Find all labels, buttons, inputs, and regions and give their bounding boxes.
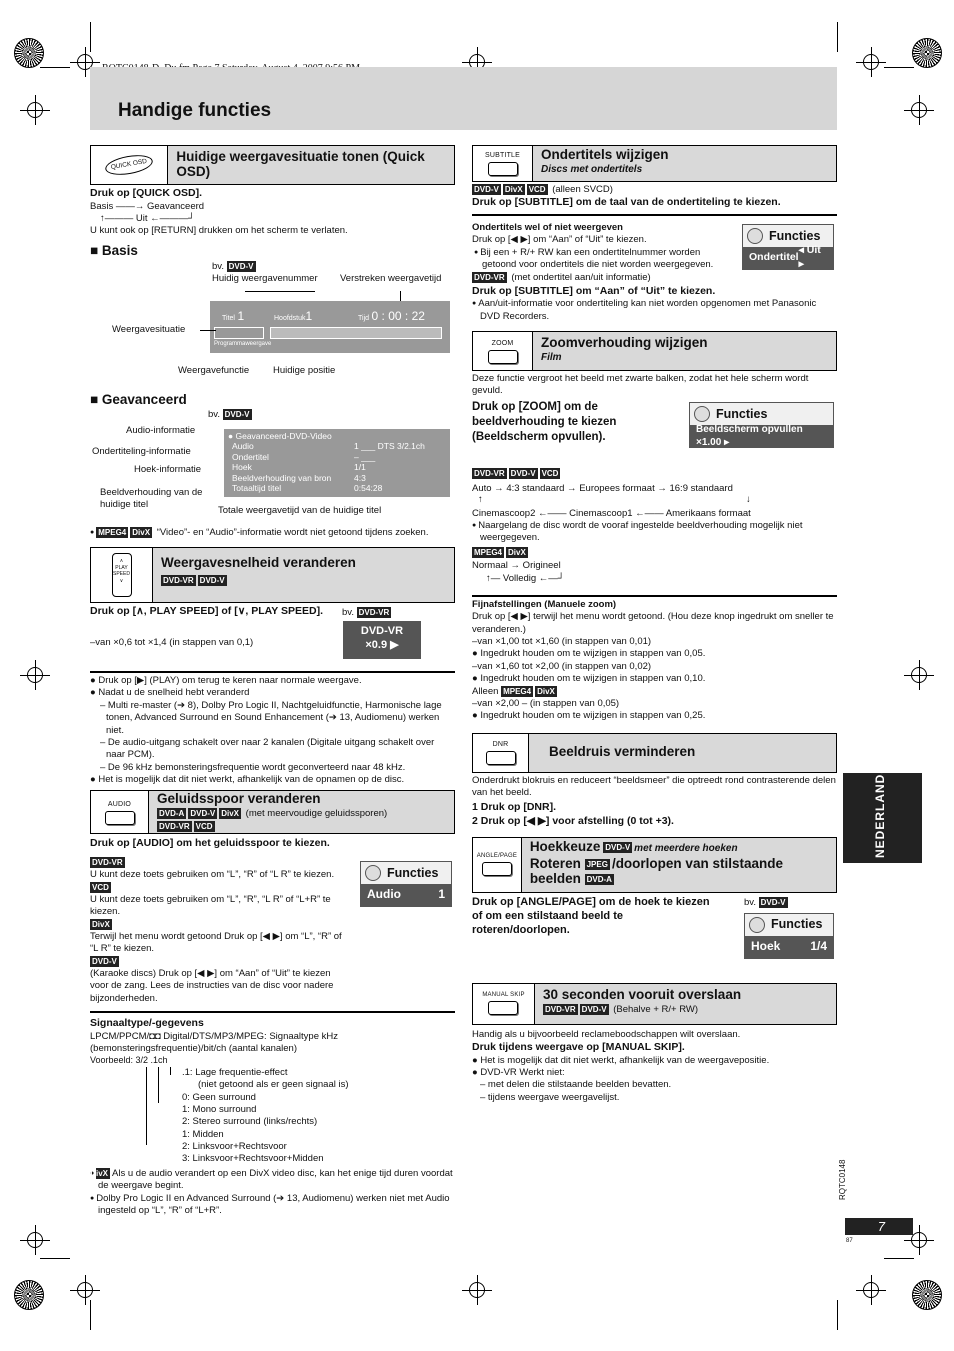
osd-row-value: – ___ — [354, 451, 376, 462]
audio-end-note: ● Dolby Pro Logic II en Advanced Surround (➔ 13, Audiomenu) werken niet met Audio ingesteld op “L”, “R” of “L+R”. — [90, 1193, 455, 1218]
signal-item: 3: Linksvoor+Rechtsvoor+Midden — [182, 1153, 324, 1165]
audio-item-tag: DVD-V — [92, 956, 117, 966]
speed-divider — [90, 671, 455, 673]
tree-line — [170, 1067, 171, 1075]
audio-button-icon: AUDIO — [105, 800, 135, 825]
manual-skip-button-icon: MANUAL SKIP — [482, 992, 524, 1016]
angle-title-line2: Roteren JPEG /doorlopen van stilstaande beelden DVD-A — [529, 856, 783, 886]
audio-item-tag: DivX — [92, 919, 110, 929]
speed-note: ● Druk op [▶] (PLAY) om terug te keren naar normale weergave. — [90, 675, 362, 687]
osd-row-value: 1 ___ DTS 3/2.1ch — [354, 441, 425, 452]
registration-star-bl — [14, 1280, 44, 1310]
speed-note: ● Nadat u de snelheid hebt veranderd — [90, 687, 250, 699]
subtitle-tags: DVD-V DivX VCD (alleen SVCD) — [474, 184, 613, 196]
zoom-flow-arrows: ↑ ↓ — [478, 493, 751, 505]
crop-mark — [884, 1258, 914, 1259]
osd-row-key: Audio — [232, 441, 254, 452]
audio-header: AUDIO Geluidsspoor veranderen DVD-A DVD-V DivX (met meervoudige geluidssporen) DVD-VR VCD — [90, 790, 455, 834]
language-tab: NEDERLANDS — [843, 773, 922, 863]
zoom-flow-c: Normaal → Origineel — [472, 560, 561, 572]
audio-title: Geluidsspoor veranderen — [157, 791, 321, 807]
speed-range: –van ×0,6 tot ×1,4 (in stappen van 0,1) — [90, 637, 254, 649]
subtitle-vr-line: DVD-VR (met ondertitel aan/uit informatie) — [474, 272, 651, 284]
basis-osd-display: Titel 1 Hoofdstuk1 Tijd 0 : 00 : 22 Programmaweergave — [210, 301, 450, 353]
speed-example: bv. DVD-VR — [342, 607, 390, 619]
zoom-fine-lines — [472, 636, 837, 685]
angle-press: Druk op [ANGLE/PAGE] om de hoek te kiezen of om een stilstaand beeld te roteren/doorlopen. — [472, 895, 710, 937]
audio-item — [90, 919, 348, 956]
osd-row-value: 1/1 — [354, 462, 366, 473]
audio-end-note: ● DivX Als u de audio verandert op een DivX video disc, kan het enige tijd duren voordat de weergave begint. — [90, 1168, 455, 1193]
zoom-header — [472, 331, 837, 371]
audio-press: Druk op [AUDIO] om het geluidsspoor te kiezen. — [90, 837, 330, 850]
subtitle-body — [472, 222, 837, 271]
audio-functions-box: Functies Audio 1 — [360, 861, 452, 907]
skip-intro: Handig als u bijvoorbeeld reclameboodschappen wilt overslaan. — [472, 1028, 741, 1040]
quick-osd-flow2: ↑——— Uit ←———┘ — [100, 212, 195, 224]
zoom-only: Alleen MPEG4 DivX — [472, 685, 555, 697]
label-angle-info: Hoek-informatie — [134, 463, 202, 475]
dnr-step1: 1 Druk op [DNR]. — [472, 801, 556, 814]
osd-row — [228, 483, 446, 494]
dnr-title: Beeldruis verminderen — [549, 743, 696, 759]
crop-mark — [837, 1300, 838, 1330]
audio-body — [90, 857, 455, 1005]
pointer-line — [200, 330, 216, 331]
tag-dvd-v: DVD-V — [199, 575, 225, 585]
osd-row — [228, 462, 446, 473]
skip-note: ● DVD-VR Werkt niet: — [472, 1066, 565, 1078]
quick-osd-header — [90, 145, 455, 185]
play-speed-icon-cell — [91, 548, 153, 602]
zoom-fine-line: ● Ingedrukt houden om te wijzigen in stappen van 0,05. — [472, 648, 706, 660]
skip-note: – tijdens weergave weergavelijst. — [480, 1091, 620, 1103]
advanced-diagram — [90, 409, 455, 527]
quick-osd-title: Huidige weergavesituatie tonen (Quick OSD) — [176, 149, 425, 179]
crop-mark — [90, 22, 91, 52]
zoom-fine-heading: Fijnafstellingen (Manuele zoom) — [472, 599, 617, 611]
crosshair-tr — [856, 47, 886, 77]
angle-title-line1: Hoekkeuze DVD-V met meerdere hoeken — [529, 838, 738, 854]
speed-header — [90, 547, 455, 603]
crosshair-bottom — [462, 1275, 492, 1305]
osd-row-key: Totaaltijd titel — [232, 483, 282, 494]
audio-item — [90, 956, 348, 1005]
audio-divider — [90, 1011, 455, 1013]
crop-mark — [90, 1300, 91, 1330]
zoom-fine-line: ● Ingedrukt houden om te wijzigen in stappen van 0,25. — [472, 710, 706, 722]
quick-osd-return: U kunt ook op [RETURN] drukken om het scherm te verlaten. — [90, 225, 348, 237]
functions-icon — [747, 228, 763, 244]
zoom-functions-box: Functies Beeldscherm opvullen ×1.00 ▸ — [689, 402, 834, 448]
speed-notes — [90, 675, 455, 786]
angle-example: bv. DVD-V — [744, 896, 786, 908]
subtitle-vr-press: Druk op [SUBTITLE] om “Aan” of “Uit” te kiezen. — [472, 284, 716, 297]
signal-heading: Signaaltype/-gegevens — [90, 1017, 204, 1030]
subtitle-icon-cell — [473, 146, 533, 181]
osd-row-key: Hoek — [232, 462, 252, 473]
zoom-bullet: ● Naargelang de disc wordt de vooraf ingestelde beeldverhouding mogelijk niet weergegeven. — [472, 520, 837, 545]
audio-item-text: Terwijl het menu wordt getoond Druk op [◀ ▶] om “L”, “R” of “L R” te kiezen. — [90, 930, 342, 955]
crop-mark — [40, 67, 70, 68]
subtitle-header — [472, 145, 837, 182]
quick-osd-icon-cell — [91, 146, 168, 184]
audio-end-notes — [90, 1168, 455, 1217]
zoom-fine-line: –van ×2,00 – (in stappen van 0,05) — [472, 697, 620, 709]
skip-icon-cell — [473, 984, 535, 1024]
audio-item-text: (Karaoke discs) Druk op [◀ ▶] om “Aan” of “Uit” te kiezen voor de zang. Lees de instructies van de disc voor nadere bijzonderheden. — [90, 968, 334, 1004]
speed-display-box: DVD-VR ×0.9 ▶ — [343, 621, 421, 659]
skip-notes — [472, 1055, 837, 1104]
zoom-fine-text: Druk op [◀ ▶] terwijl het menu wordt getoond. (Hou deze knop ingedrukt om sneller te veranderen.) — [472, 611, 834, 635]
page-title: Handige functies — [118, 100, 272, 121]
tree-line — [158, 1067, 159, 1103]
signal-item: 0: Geen surround — [182, 1091, 256, 1103]
osd-row-value: 0:54:28 — [354, 483, 383, 494]
functions-icon — [694, 406, 710, 422]
basis-diagram — [90, 259, 455, 391]
signal-item: 2: Linksvoor+Rechtsvoor — [182, 1141, 287, 1153]
subtitle-onoff-heading: Ondertitels wel of niet weergeven — [472, 222, 623, 233]
subtitle-bullet: ● Bij een + R/+ RW kan een ondertitelnummer worden getoond voor ondertitels die niet worden weergegeven. — [472, 247, 734, 272]
crop-mark — [40, 1258, 70, 1259]
crosshair-br — [856, 1275, 886, 1305]
zoom-flow-d: ↑— Volledig ←—┘ — [486, 572, 565, 584]
osd-row-key: Ondertitel — [232, 451, 269, 462]
position-bar — [270, 327, 442, 339]
label-elapsed-time: Verstreken weergavetijd — [340, 273, 442, 285]
zoom-fine-line: –van ×1,00 tot ×1,60 (in stappen van 0,01) — [472, 636, 652, 648]
subtitle-divider — [472, 214, 837, 216]
signal-text: LPCM/PPCM/◘◘ Digital/DTS/MP3/MPEG: Signaaltype kHz (bemonsteringsfrequentie)/bit/ch (aantal kanalen) — [90, 1030, 338, 1055]
zoom-fine-line: ● Ingedrukt houden om te wijzigen in stappen van 0,10. — [472, 673, 706, 685]
angle-button-icon: ANGLE/PAGE — [477, 853, 517, 877]
functions-icon — [365, 865, 381, 881]
signal-tree — [90, 1067, 455, 1166]
label-aspect: Beeldverhouding van de huidige titel — [100, 486, 203, 511]
audio-item-text: U kunt deze toets gebruiken om “L”, “R” of “L R” te kiezen. — [90, 869, 335, 881]
zoom-tags: DVD-VR DVD-V VCD — [474, 469, 559, 479]
angle-body — [472, 893, 837, 975]
doc-code: RQTC0148 — [838, 1159, 847, 1200]
speed-title: Weergavesnelheid veranderen — [161, 555, 356, 571]
audio-item-tag: VCD — [92, 882, 109, 892]
skip-press: Druk tijdens weergave op [MANUAL SKIP]. — [472, 1040, 685, 1053]
audio-item — [90, 857, 348, 882]
zoom-press-area — [472, 398, 837, 468]
zoom-sub: Film — [541, 351, 562, 363]
osd-program-label: Programmaweergave — [214, 341, 272, 348]
advanced-osd-display — [224, 429, 450, 497]
play-speed-button-icon: ∧ PLAY SPEED ∨ — [112, 553, 132, 597]
skip-title: 30 seconden vooruit overslaan — [543, 986, 742, 1002]
skip-note: ● Het is mogelijk dat dit niet werkt, afhankelijk van de weergavepositie. — [472, 1054, 770, 1066]
tag-dvd-v: DVD-V — [228, 262, 254, 272]
label-situation: Weergavesituatie — [112, 324, 186, 336]
signal-item: 1: Mono surround — [182, 1104, 257, 1116]
dnr-icon-cell — [473, 734, 529, 772]
speed-press: Druk op [∧, PLAY SPEED] of [∨, PLAY SPEED]. — [90, 605, 323, 618]
zoom-fine-lines2 — [472, 698, 837, 723]
zoom-divider — [472, 595, 837, 597]
angle-icon-cell — [473, 838, 522, 892]
subtitle-functions-box: Functies Ondertitel ◂ Uit ▸ — [742, 224, 834, 270]
audio-items — [90, 857, 348, 1005]
advanced-heading: ■ Geavanceerd — [90, 392, 187, 408]
tag-dvd-vr: DVD-VR — [163, 575, 194, 585]
crosshair-lu — [20, 95, 50, 125]
crosshair-left — [20, 660, 50, 690]
registration-star-tl — [14, 38, 44, 68]
speed-body — [90, 603, 455, 671]
audio-item-tag: DVD-VR — [92, 857, 123, 867]
zoom-title: Zoomverhouding wijzigen — [541, 335, 708, 351]
pointer-line — [245, 291, 315, 292]
page-number: 7 — [845, 1218, 913, 1235]
subtitle-vr-bullet: ● Aan/uit-informatie voor ondertiteling kan niet worden opgenomen met Panasonic DVD Recorders. — [472, 298, 837, 323]
registration-star-br — [912, 1280, 942, 1310]
right-column — [472, 145, 837, 1104]
signal-item: 2: Stereo surround (links/rechts) — [182, 1116, 318, 1128]
zoom-icon-cell — [473, 332, 533, 370]
basis-heading: ■ Basis — [90, 242, 138, 258]
angle-header — [472, 837, 837, 893]
advanced-note: ● MPEG4 DivX “Video”- en “Audio”-informatie wordt niet getoond tijdens zoeken. — [90, 527, 455, 539]
osd-row — [228, 431, 446, 442]
skip-note: – met delen die stilstaande beelden bevatten. — [480, 1079, 672, 1091]
functions-icon — [749, 917, 765, 933]
basis-example: bv. DVD-V — [212, 261, 254, 273]
subtitle-title: Ondertitels wijzigen — [541, 147, 669, 162]
dnr-intro: Onderdrukt blokruis en reduceert “beeldsmeer” die optreedt rond contrasterende delen van het beeld. — [472, 774, 836, 798]
registration-star-tr — [912, 38, 942, 68]
subtitle-button-icon: SUBTITLE — [485, 151, 520, 176]
zoom-press: Druk op [ZOOM] om de beeldverhouding te kiezen (Beeldscherm opvullen). — [472, 400, 617, 443]
speed-note: – De audio-uitgang schakelt over naar 2 kanalen (Digitale uitgang schakelt over naar PCM). — [100, 736, 435, 761]
crop-mark — [884, 67, 914, 68]
left-column — [90, 145, 455, 1217]
zoom-flow-b: Cinemascoop2 ←—— Cinemascoop1 ←—— Amerikaans formaat — [472, 507, 751, 519]
subtitle-onoff-text: Druk op [◀ ▶] om “Aan” of “Uit” te kiezen. — [472, 234, 647, 246]
audio-icon-cell — [91, 791, 149, 833]
quick-osd-button-icon: QUICK OSD — [104, 152, 154, 178]
osd-row-key: ● Geavanceerd-DVD-Video — [228, 430, 332, 441]
osd-row — [228, 452, 446, 463]
tag-dvd-v: DVD-V — [224, 409, 250, 419]
crosshair-bl — [70, 1275, 100, 1305]
osd-row — [228, 441, 446, 452]
tree-line — [146, 1067, 147, 1145]
signal-item: .1: Lage frequentie-effect — [182, 1067, 288, 1079]
label-current-number: Huidig weergavenummer — [212, 273, 318, 285]
label-audio-info: Audio-informatie — [126, 424, 196, 436]
dnr-header — [472, 733, 837, 773]
skip-header: MANUAL SKIP 30 seconden vooruit overslaan DVD-VR DVD-V (Behalve + R/+ RW) — [472, 983, 837, 1025]
audio-item — [90, 882, 348, 919]
zoom-intro: Deze functie vergroot het beeld met zwarte balken, zodat het hele scherm wordt gevuld. — [472, 373, 809, 397]
osd-row-value: 4:3 — [354, 472, 366, 483]
quick-osd-press: Druk op [QUICK OSD]. — [90, 187, 202, 199]
doc-small-code: 87 — [846, 1238, 853, 1244]
crosshair-right — [904, 660, 934, 690]
zoom-flow-a: Auto → 4:3 standaard → Europees formaat → 16:9 standaard — [472, 483, 733, 495]
subtitle-sub: Discs met ondertitels — [541, 163, 643, 175]
zoom-tags2: MPEG4 DivX — [474, 548, 526, 558]
audio-item-text: U kunt deze toets gebruiken om “L”, “R”, “L R” of “L+R” te kiezen. — [90, 893, 331, 918]
label-function: Weergavefunctie — [178, 365, 250, 377]
advanced-example: bv. DVD-V — [208, 408, 250, 420]
signal-example: Voorbeeld: 3/2 .1ch — [90, 1055, 168, 1066]
crosshair-ld — [20, 1225, 50, 1255]
label-subtitle-info: Ondertiteling-informatie — [92, 445, 191, 457]
signal-list — [182, 1067, 455, 1166]
signal-item: 1: Midden — [182, 1128, 224, 1140]
quick-osd-flow1: Basis ——→ Geavanceerd — [90, 200, 205, 212]
signal-item: (niet getoond als er geen signaal is) — [198, 1079, 349, 1091]
speed-note: – De 96 kHz bemonsteringsfrequentie wordt geconverteerd naar 48 kHz. — [100, 761, 406, 773]
label-total-time: Totale weergavetijd van de huidige titel — [218, 504, 382, 516]
speed-note: – Multi re-master (➔ 8), Dolby Pro Logic II, Nachtgeluidfunctie, Harmonische lage tonen, Advanced Surround en Sound Enhancement (➔ 13, Audiomenu) werken niet. — [100, 699, 442, 736]
angle-functions-box: Functies Hoek 1/4 — [744, 913, 834, 959]
osd-row — [228, 473, 446, 484]
page-header — [90, 67, 837, 130]
zoom-button-icon: ZOOM — [488, 339, 518, 364]
crop-mark — [837, 22, 838, 52]
play-state-box — [214, 327, 264, 339]
label-position: Huidige positie — [273, 365, 336, 377]
speed-note: ● Het is mogelijk dat dit niet werkt, afhankelijk van de opnamen op de disc. — [90, 773, 405, 785]
crosshair-ru — [904, 95, 934, 125]
dnr-button-icon: DNR — [486, 740, 516, 765]
dnr-step2: 2 Druk op [◀ ▶] voor afstelling (0 tot +3). — [472, 814, 674, 827]
zoom-fine-line: –van ×1,60 tot ×2,00 (in stappen van 0,02) — [472, 660, 652, 672]
osd-row-key: Beeldverhouding van bron — [232, 472, 332, 483]
subtitle-press: Druk op [SUBTITLE] om de taal van de ondertiteling te kiezen. — [472, 196, 781, 209]
